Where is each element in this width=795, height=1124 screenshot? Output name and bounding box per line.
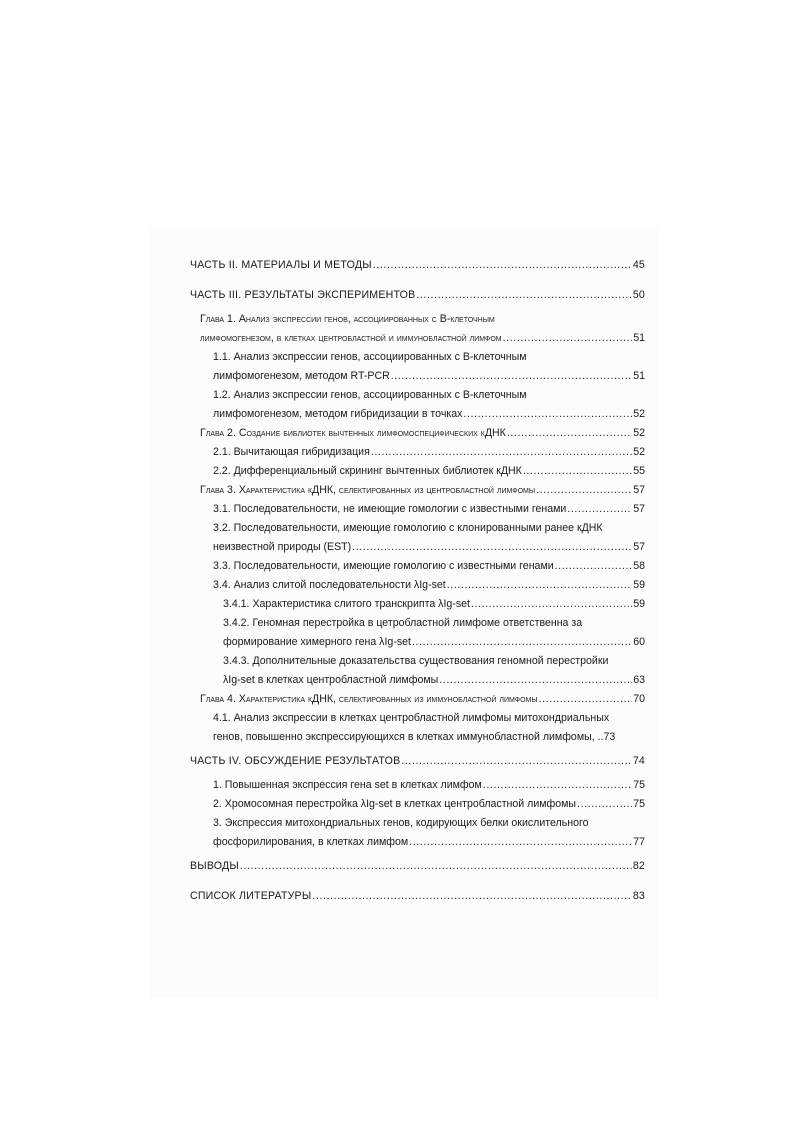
toc-entry-s3-4-2-line1 xyxy=(190,614,645,633)
toc-entry-conclusions xyxy=(190,857,645,876)
toc-entry-s3-4 xyxy=(190,576,645,595)
toc-entry-text: СПИСОК ЛИТЕРАТУРЫ xyxy=(190,890,312,902)
toc-entry-text: фосфорилирования, в клетках лимфом xyxy=(213,836,409,848)
toc-page-number: 70 xyxy=(633,693,645,705)
toc-entry-text: ЧАСТЬ III. РЕЗУЛЬТАТЫ ЭКСПЕРИМЕНТОВ xyxy=(190,289,416,301)
toc-page-number: 59 xyxy=(633,598,645,610)
toc-page-number: 73 xyxy=(603,731,616,743)
toc-page-number: 59 xyxy=(633,579,645,591)
toc-page-number: 52 xyxy=(633,427,645,439)
toc-entry-text: 3.4.3. Дополнительные доказательства существования геномной перестройки xyxy=(223,655,609,667)
toc-page-number: 45 xyxy=(632,259,645,271)
toc-entry-text: 1.2. Анализ экспрессии генов, ассоциированных с В-клеточным xyxy=(213,389,527,401)
toc-entry-s1-2 xyxy=(190,405,645,424)
toc-entry-references xyxy=(190,887,645,906)
leader-dots xyxy=(536,481,632,500)
toc-entry-part4 xyxy=(190,752,645,771)
toc-entry-text: лимфомогенезом, в клетках центробластной и иммунобластной лимфом xyxy=(200,332,502,344)
toc-entry-text: лимфомогенезом, методом RT-PCR xyxy=(213,370,390,382)
toc-page-number: 75 xyxy=(633,779,645,791)
toc-page-number: 57 xyxy=(633,484,645,496)
leader-dots xyxy=(439,671,632,690)
leader-dots xyxy=(409,833,632,852)
leader-dots xyxy=(555,557,633,576)
toc-entry-s3-4-3 xyxy=(190,671,645,690)
toc-page-number: 51 xyxy=(633,370,645,382)
toc-page-number: 55 xyxy=(633,465,645,477)
toc-entry-s2-2 xyxy=(190,462,645,481)
leader-dots xyxy=(371,443,632,462)
toc-entry-text: λIg-set в клетках центробластной лимфомы xyxy=(223,674,439,686)
leader-dots xyxy=(463,405,632,424)
toc-entry-s4-1 xyxy=(190,728,645,747)
leader-dots xyxy=(483,776,632,795)
toc-entry-s3-2-line1 xyxy=(190,519,645,538)
toc-entry-text: 3.3. Последовательности, имеющие гомологию с известными генами xyxy=(213,560,554,572)
toc-entry-text: ЧАСТЬ II. МАТЕРИАЛЫ И МЕТОДЫ xyxy=(190,259,372,271)
toc-entry-part2 xyxy=(190,256,645,275)
toc-entry-text: 3.4. Анализ слитой последовательности λIg-set xyxy=(213,579,446,591)
toc-entry-s3-4-3-line1 xyxy=(190,652,645,671)
toc-page-number: 57 xyxy=(633,541,645,553)
toc-entry-ch4 xyxy=(190,690,645,709)
toc-entry-s3-2 xyxy=(190,538,645,557)
toc-entry-ch1-line1 xyxy=(190,310,645,329)
toc-entry-text: Глава 2. Создание библиотек вычтенных лимфомоспецифических кДНК xyxy=(200,427,506,439)
leader-dots xyxy=(567,500,632,519)
toc-entry-ch3 xyxy=(190,481,645,500)
toc-entry-text: ЧАСТЬ IV. ОБСУЖДЕНИЕ РЕЗУЛЬТАТОВ xyxy=(190,755,401,767)
leader-dots xyxy=(240,857,632,876)
toc-entry-text: генов, повышенно экспрессирующихся в клетках иммунобластной лимфомы, .. xyxy=(213,731,604,743)
toc-entry-s1-2-line1 xyxy=(190,386,645,405)
toc-page-number: 58 xyxy=(633,560,645,572)
toc-page-number: 82 xyxy=(632,860,645,872)
toc-entry-ch2 xyxy=(190,424,645,443)
leader-dots xyxy=(471,595,632,614)
leader-dots xyxy=(373,256,632,275)
toc-page-number: 52 xyxy=(633,446,645,458)
toc-entry-text: неизвестной природы (EST) xyxy=(213,541,352,553)
toc-page-number: 63 xyxy=(633,674,645,686)
leader-dots xyxy=(391,367,632,386)
toc-entry-text: 3.4.2. Геномная перестройка в цетробластной лимфоме ответственна за xyxy=(223,617,583,629)
leader-dots xyxy=(503,329,633,348)
toc-entry-text: 4.1. Анализ экспрессии в клетках центробластной лимфомы митохондриальных xyxy=(213,712,610,724)
leader-dots xyxy=(312,887,631,906)
toc-entry-text: 1. Повышенная экспрессия гена set в клетках лимфом xyxy=(213,779,482,791)
toc-page-number: 57 xyxy=(633,503,645,515)
toc-entry-text: 1.1. Анализ экспрессии генов, ассоциированных с В-клеточным xyxy=(213,351,527,363)
toc-entry-part3 xyxy=(190,286,645,305)
leader-dots xyxy=(416,286,631,305)
toc-entry-s3-3 xyxy=(190,557,645,576)
toc-entry-text: 3.2. Последовательности, имеющие гомологию с клонированными ранее кДНК xyxy=(213,522,603,534)
toc-entry-text: Глава 3. Характеристика кДНК, селектированных из центробластной лимфомы xyxy=(200,484,536,496)
toc-entry-ch1 xyxy=(190,329,645,348)
toc-entry-text: 3. Экспрессия митохондриальных генов, кодирующих белки окислительного xyxy=(213,817,589,829)
toc-page-number: 60 xyxy=(633,636,645,648)
toc-entry-text: ВЫВОДЫ xyxy=(190,860,239,872)
leader-dots xyxy=(507,424,632,443)
toc-entry-text: лимфомогенезом, методом гибридизации в точках xyxy=(213,408,463,420)
leader-dots xyxy=(412,633,632,652)
toc-page-number: 74 xyxy=(632,755,645,767)
toc-entry-text: Глава 4. Характеристика кДНК, селектированных из иммунобластной лимфомы xyxy=(200,693,538,705)
toc-page-number: 50 xyxy=(632,289,645,301)
leader-dots xyxy=(577,795,632,814)
toc-page-number: 75 xyxy=(633,798,645,810)
toc-entry-text: 2.2. Дифференциальный скрининг вычтенных библиотек кДНК xyxy=(213,465,522,477)
toc-entry-s2-1 xyxy=(190,443,645,462)
toc-entry-d3 xyxy=(190,833,645,852)
toc-entry-d3-line1 xyxy=(190,814,645,833)
leader-dots xyxy=(539,690,633,709)
toc-entry-text: 2.1. Вычитающая гибридизация xyxy=(213,446,370,458)
toc-entry-s3-1 xyxy=(190,500,645,519)
toc-entry-s1-1 xyxy=(190,367,645,386)
leader-dots xyxy=(352,538,632,557)
toc-entry-s4-1-line1 xyxy=(190,709,645,728)
toc-entry-s1-1-line1 xyxy=(190,348,645,367)
leader-dots xyxy=(447,576,632,595)
toc-entry-text: Глава 1. Анализ экспрессии генов, ассоциированных с В-клеточным xyxy=(200,313,495,325)
toc-entry-text: 3.1. Последовательности, не имеющие гомологии с известными генами xyxy=(213,503,567,515)
toc-page-number: 83 xyxy=(632,890,645,902)
toc-entry-text: 3.4.1. Характеристика слитого транскрипта λIg-set xyxy=(223,598,470,610)
toc-entry-text: 2. Хромосомная перестройка λIg-set в клетках центробластной лимфомы xyxy=(213,798,577,810)
toc-page-number: 52 xyxy=(633,408,645,420)
toc-entry-s3-4-2 xyxy=(190,633,645,652)
table-of-contents xyxy=(190,256,645,906)
leader-dots xyxy=(401,752,631,771)
toc-page-number: 51 xyxy=(633,332,645,344)
toc-entry-s3-4-1 xyxy=(190,595,645,614)
toc-entry-text: формирование химерного гена λIg-set xyxy=(223,636,411,648)
toc-page-number: 77 xyxy=(633,836,645,848)
toc-entry-d2 xyxy=(190,795,645,814)
leader-dots xyxy=(523,462,632,481)
toc-entry-d1 xyxy=(190,776,645,795)
